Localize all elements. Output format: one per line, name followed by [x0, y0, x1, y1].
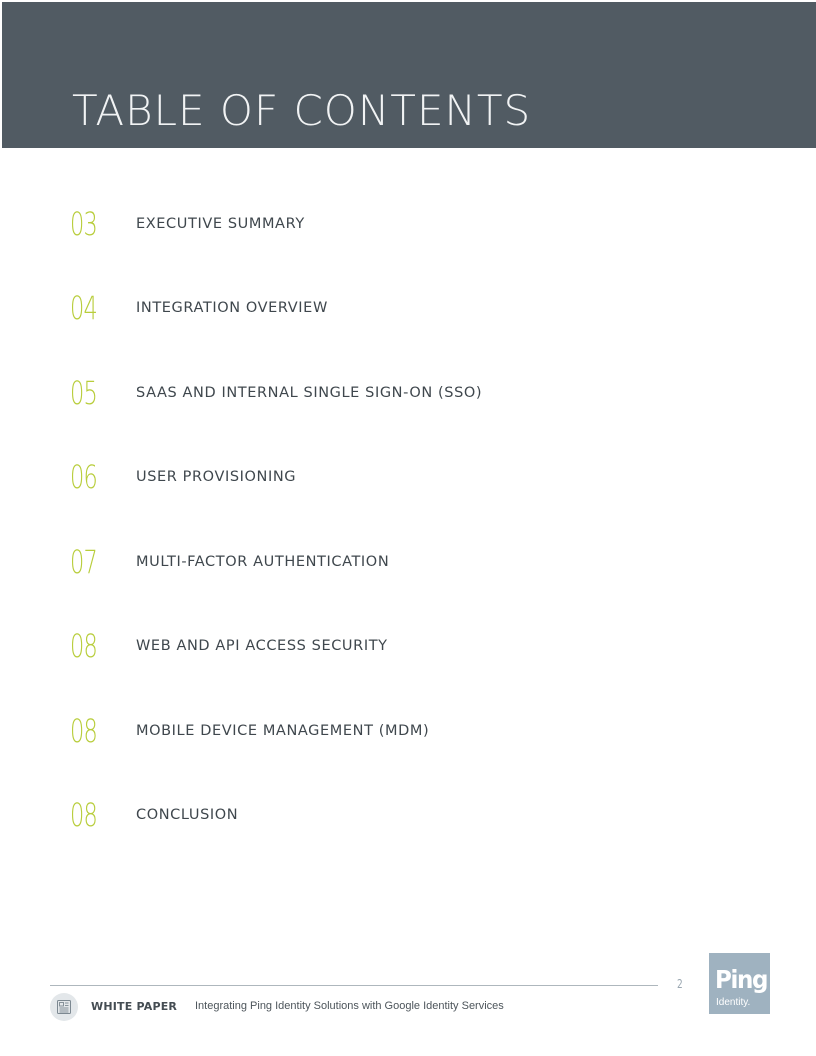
document-title: Integrating Ping Identity Solutions with Google Identity Services: [195, 1000, 504, 1012]
toc-entry[interactable]: [70, 626, 388, 666]
toc-page-number: 07: [70, 543, 98, 581]
logo-subtext: Identity.: [716, 997, 751, 1008]
toc-page-number: 08: [70, 796, 98, 834]
toc-page-number: 06: [70, 458, 98, 496]
page-number: 2: [677, 977, 683, 991]
logo-wordmark: Ping: [715, 965, 768, 994]
toc-page-number: 08: [70, 627, 98, 665]
toc-page-number: 04: [70, 289, 98, 327]
toc-entry-label: MULTI-FACTOR AUTHENTICATION: [136, 553, 390, 570]
page-title: TABLE OF CONTENTS: [72, 86, 532, 135]
footer-divider: [50, 985, 658, 986]
document-type: WHITE PAPER: [91, 1000, 178, 1013]
toc-entry-label: MOBILE DEVICE MANAGEMENT (MDM): [136, 722, 430, 739]
toc-entry[interactable]: [70, 204, 305, 244]
toc-entry[interactable]: [70, 288, 328, 328]
ping-identity-logo: [709, 953, 770, 1014]
toc-entry-label: SAAS AND INTERNAL SINGLE SIGN-ON (SSO): [136, 384, 483, 401]
toc-entry-label: WEB AND API ACCESS SECURITY: [136, 637, 388, 654]
toc-entry[interactable]: [70, 457, 296, 497]
toc-entry[interactable]: [70, 795, 238, 835]
toc-entry[interactable]: [70, 542, 389, 582]
toc-entry[interactable]: [70, 711, 429, 751]
header-band: [2, 2, 816, 148]
toc-entry-label: CONCLUSION: [136, 806, 239, 823]
toc-page-number: 03: [70, 205, 98, 243]
newspaper-icon: [56, 999, 72, 1015]
toc-entry-label: INTEGRATION OVERVIEW: [136, 299, 328, 316]
toc-page-number: 08: [70, 712, 98, 750]
toc-entry-label: USER PROVISIONING: [136, 468, 297, 485]
toc-entry[interactable]: [70, 373, 482, 413]
toc-entry-label: EXECUTIVE SUMMARY: [136, 215, 305, 232]
toc-page-number: 05: [70, 374, 98, 412]
document-icon: [50, 993, 78, 1021]
